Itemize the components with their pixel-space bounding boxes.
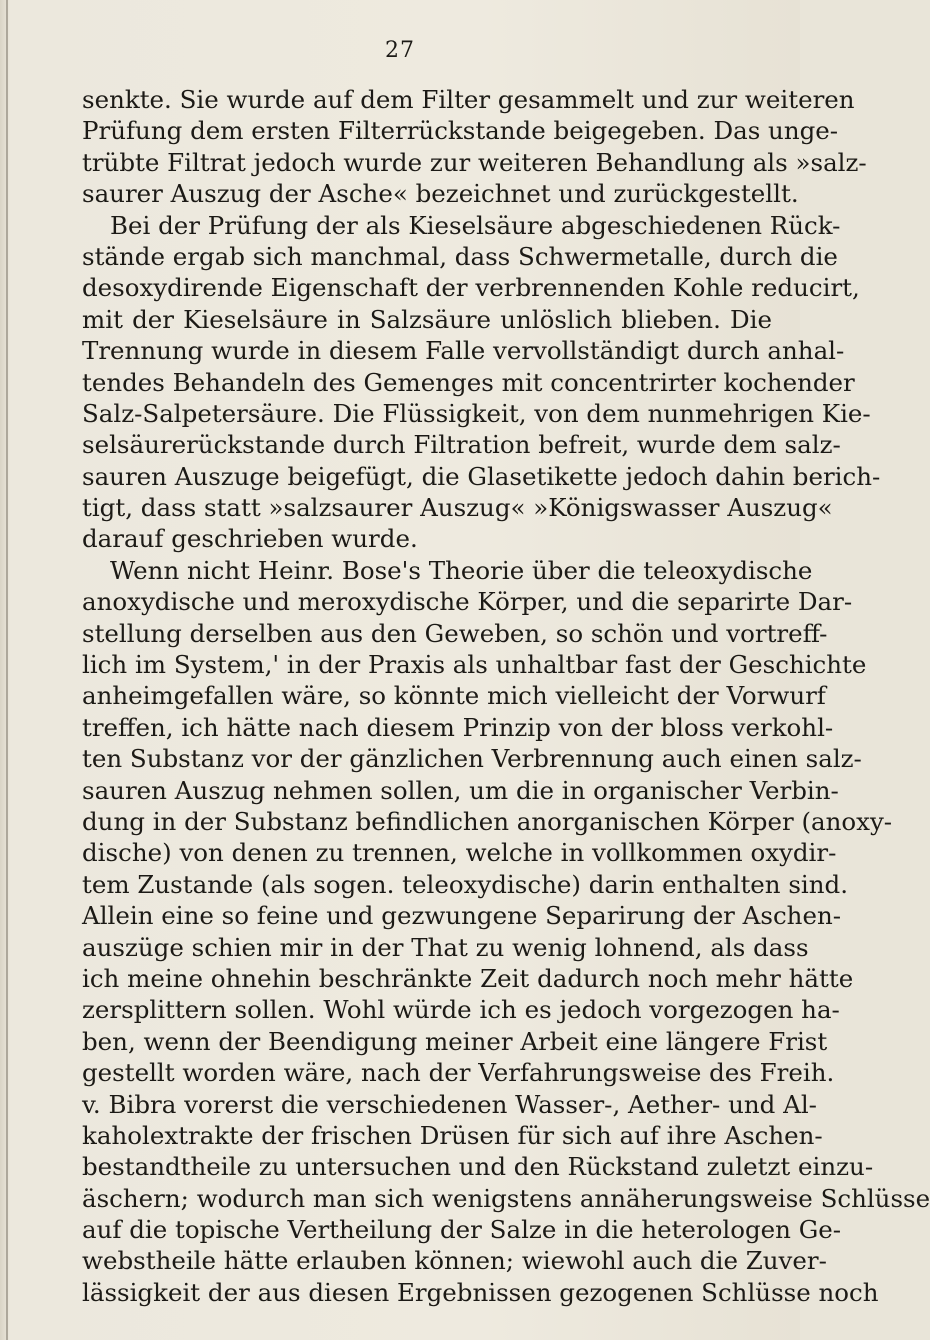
text-line: ich meine ohnehin beschränkte Zeit dadurch noch mehr hätte — [82, 963, 854, 993]
text-line: bestandtheile zu untersuchen und den Rückstand zuletzt einzu- — [82, 1152, 874, 1182]
text-line: ben, wenn der Beendigung meiner Arbeit eine längere Frist — [82, 1026, 828, 1056]
text-line: treffen, ich hätte nach diesem Prinzip von der bloss verkohl- — [82, 712, 834, 742]
text-line: gestellt worden wäre, nach der Verfahrungsweise des Freih. — [82, 1058, 835, 1088]
text-line: zersplittern sollen. Wohl würde ich es jedoch vorgezogen ha- — [82, 995, 840, 1025]
text-line: sauren Auszug nehmen sollen, um die in organischer Verbin- — [82, 775, 839, 805]
text-line: äschern; wodurch man sich wenigstens annäherungsweise Schlüsse — [82, 1183, 930, 1213]
text-line: saurer Auszug der Asche« bezeichnet und zurückgestellt. — [82, 179, 799, 209]
text-line: senkte. Sie wurde auf dem Filter gesammelt und zur weiteren — [82, 85, 855, 114]
text-line: trübte Filtrat jedoch wurde zur weiteren Behandlung als »salz- — [82, 147, 867, 177]
text-line: dung in der Substanz befindlichen anorganischen Körper (anoxy- — [82, 806, 893, 836]
text-line: auf die topische Vertheilung der Salze in die heterologen Ge- — [82, 1215, 842, 1245]
body-text — [82, 84, 930, 1308]
text-line: Trennung wurde in diesem Falle vervollständigt durch anhal- — [82, 336, 845, 366]
text-line: Prüfung dem ersten Filterrückstande beigegeben. Das unge- — [82, 116, 839, 146]
binding-gutter-line — [6, 0, 8, 1340]
text-line: lich im System,' in der Praxis als unhaltbar fast der Geschichte — [82, 650, 867, 680]
text-line: tigt, dass statt »salzsaurer Auszug« »Königswasser Auszug« — [82, 493, 833, 523]
text-line: anheimgefallen wäre, so könnte mich vielleicht der Vorwurf — [82, 681, 826, 711]
page-number: 27 — [385, 38, 415, 63]
text-line: stellung derselben aus den Geweben, so schön und vortreff- — [82, 618, 828, 648]
text-line: webstheile hätte erlauben können; wiewohl auch die Zuver- — [82, 1246, 827, 1276]
text-line: selsäurerückstande durch Filtration befreit, wurde dem salz- — [82, 430, 841, 460]
text-line: stände ergab sich manchmal, dass Schwermetalle, durch die — [82, 241, 838, 271]
text-line: ten Substanz vor der gänzlichen Verbrennung auch einen salz- — [82, 744, 862, 774]
text-line: dische) von denen zu trennen, welche in vollkommen oxydir- — [82, 838, 837, 868]
text-line: anoxydische und meroxydische Körper, und die separirte Dar- — [82, 587, 853, 617]
text-line: kaholextrakte der frischen Drüsen für sich auf ihre Aschen- — [82, 1120, 823, 1150]
text-line: tendes Behandeln des Gemenges mit concentrirter kochender — [82, 367, 855, 397]
text-line: auszüge schien mir in der That zu wenig lohnend, als dass — [82, 932, 809, 962]
text-line: Allein eine so feine und gezwungene Separirung der Aschen- — [82, 901, 842, 931]
text-line: tem Zustande (als sogen. teleoxydische) darin enthalten sind. — [82, 869, 849, 899]
text-line: desoxydirende Eigenschaft der verbrennenden Kohle reducirt, — [82, 273, 860, 303]
text-line: Bei der Prüfung der als Kieselsäure abgeschiedenen Rück- — [110, 210, 841, 240]
text-line: darauf geschrieben wurde. — [82, 524, 418, 554]
text-line: Wenn nicht Heinr. Bose's Theorie über die teleoxydische — [110, 555, 813, 585]
text-line: v. Bibra vorerst die verschiedenen Wasser-, Aether- und Al- — [82, 1089, 817, 1119]
text-line: Salz-Salpetersäure. Die Flüssigkeit, von dem nunmehrigen Kie- — [82, 398, 871, 428]
text-line: mit der Kieselsäure in Salzsäure unlöslich blieben. Die — [82, 304, 772, 334]
text-line: sauren Auszuge beigefügt, die Glasetikette jedoch dahin berich- — [82, 461, 881, 491]
text-line: lässigkeit der aus diesen Ergebnissen gezogenen Schlüsse noch — [82, 1277, 879, 1307]
